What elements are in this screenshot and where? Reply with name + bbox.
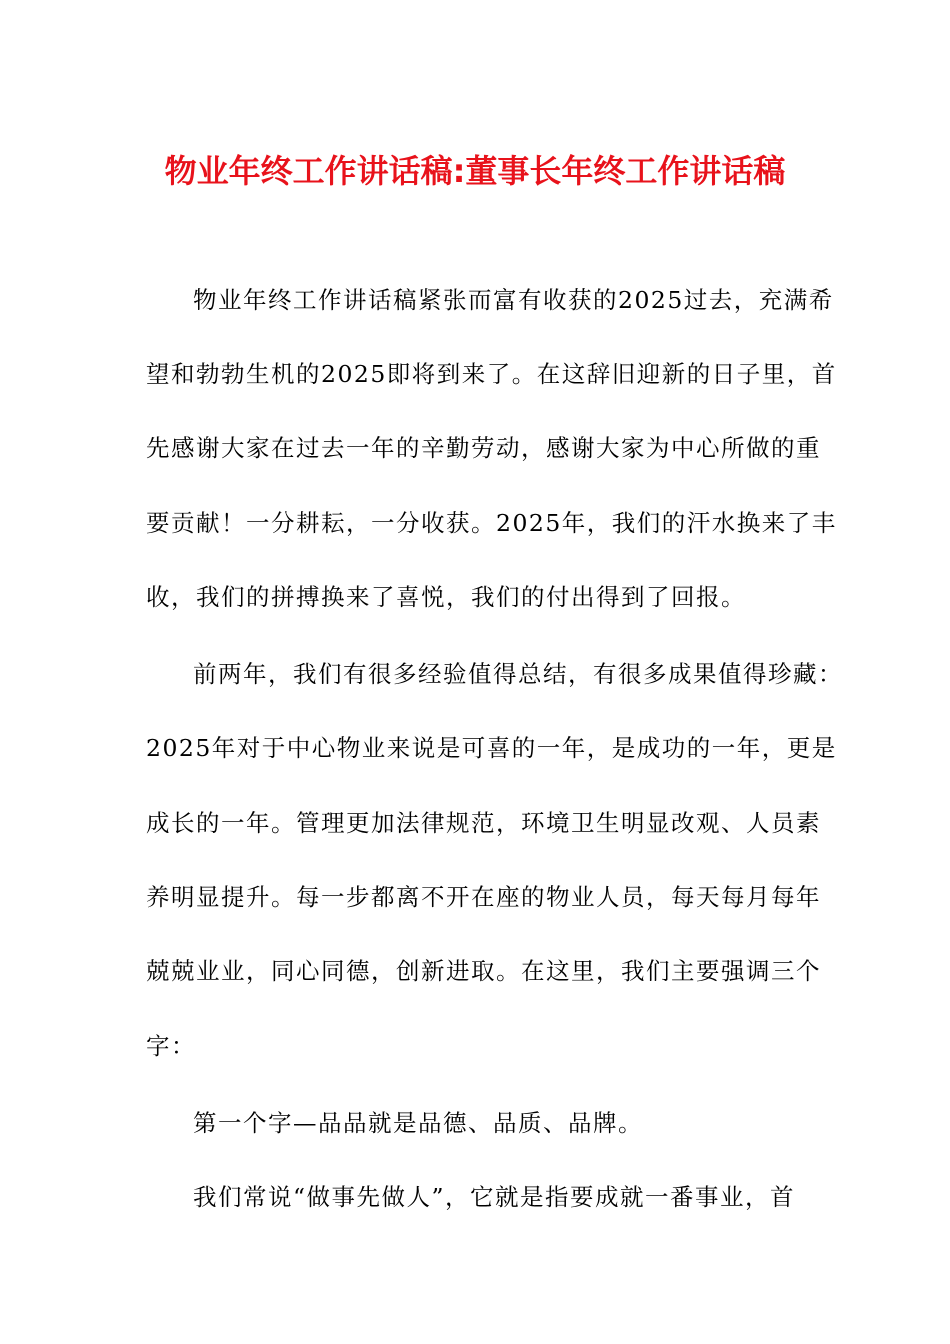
body-line: 收，我们的拼搏换来了喜悦，我们的付出得到了回报。 (146, 583, 746, 611)
body-line: 第一个字—品品就是品德、品质、品牌。 (193, 1109, 643, 1137)
body-line: 字： (146, 1032, 196, 1060)
body-line: 我们常说“做事先做人”，它就是指要成就一番事业，首 (193, 1183, 796, 1211)
body-line: 养明显提升。每一步都离不开在座的物业人员，每天每月每年 (146, 883, 821, 911)
body-line: 先感谢大家在过去一年的辛勤劳动，感谢大家为中心所做的重 (146, 434, 821, 462)
body-line: 成长的一年。管理更加法律规范，环境卫生明显改观、人员素 (146, 809, 821, 837)
body-line: 兢兢业业，同心同德，创新进取。在这里，我们主要强调三个 (146, 957, 821, 985)
body-line: 物业年终工作讲话稿紧张而富有收获的2025过去，充满希 (193, 286, 834, 314)
body-line: 望和勃勃生机的2025即将到来了。在这辞旧迎新的日子里，首 (146, 360, 837, 388)
document-title: 物业年终工作讲话稿:董事长年终工作讲话稿 (164, 152, 786, 190)
body-line: 2025年对于中心物业来说是可喜的一年，是成功的一年，更是 (146, 734, 837, 762)
body-line: 要贡献！一分耕耘，一分收获。2025年，我们的汗水换来了丰 (146, 509, 837, 537)
body-line: 前两年，我们有很多经验值得总结，有很多成果值得珍藏： (193, 660, 843, 688)
